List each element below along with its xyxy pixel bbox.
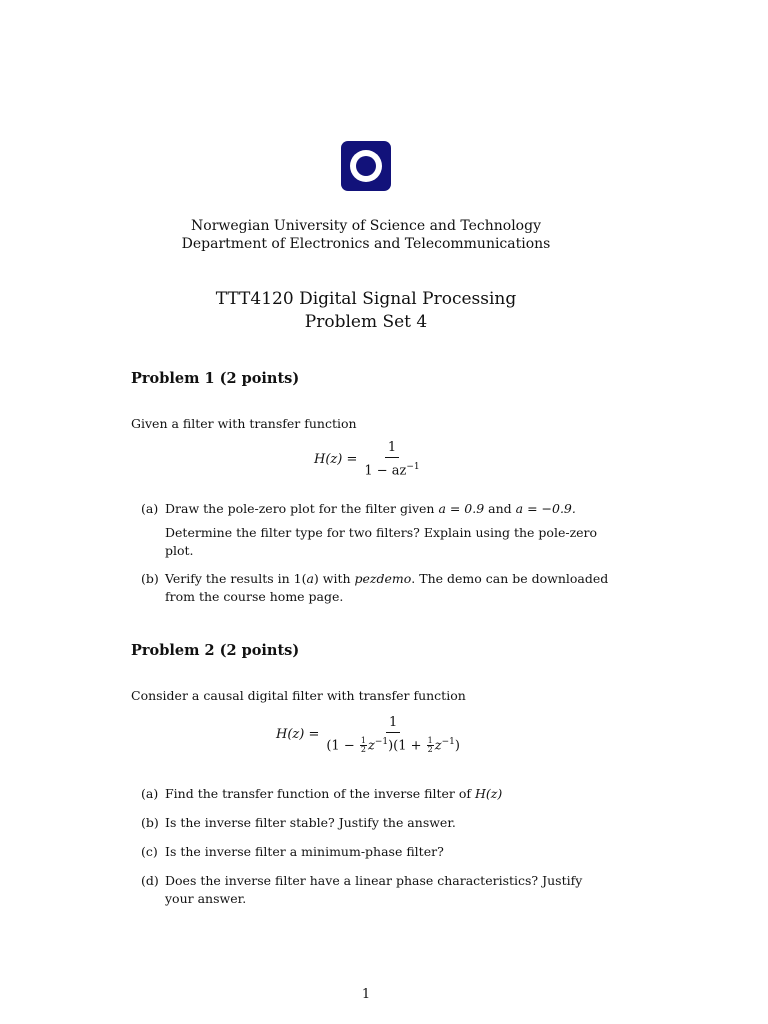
problem-2-item-c <box>141 843 611 861</box>
problem-1-heading: Problem 1 (2 points) <box>131 370 300 387</box>
item-label: (d) <box>141 873 159 888</box>
item-label: (a) <box>141 786 159 801</box>
problem-2-item-b <box>141 814 611 832</box>
equation-numerator: 1 <box>386 714 400 733</box>
item-a-line-2: Determine the filter type for two filters? Explain using the pole-zero plot. <box>165 525 598 558</box>
item-label: (c) <box>141 844 158 859</box>
problem-1-equation <box>314 439 423 479</box>
problem-1-item-b <box>141 570 611 606</box>
item-label: (b) <box>141 815 159 830</box>
item-text: Does the inverse filter have a linear phase characteristics? Justify your answer. <box>165 873 583 906</box>
department-name: Department of Electronics and Telecommunications <box>181 236 551 252</box>
item-a-line-1: Draw the pole-zero plot for the filter given a = 0.9 and a = −0.9. <box>165 501 576 516</box>
institution-block <box>0 217 732 253</box>
problem-set-title: Problem Set 4 <box>304 312 428 332</box>
item-text <box>165 500 611 560</box>
item-label: (b) <box>141 571 159 586</box>
document-title <box>0 288 732 334</box>
item-text: Verify the results in 1(a) with pezdemo. The demo can be downloaded from the course home page. <box>165 571 609 604</box>
equation-fraction <box>361 439 422 479</box>
equation-lhs: H(z) = <box>314 451 358 467</box>
equation-numerator: 1 <box>385 439 399 458</box>
university-name: Norwegian University of Science and Technology <box>191 218 541 234</box>
equation-denominator: $1 - az^{-1}$ <box>364 462 420 479</box>
problem-1-intro: Given a filter with transfer function <box>131 416 357 431</box>
ntnu-logo-icon <box>341 141 391 191</box>
problem-2-item-a <box>141 785 611 803</box>
item-label: (a) <box>141 501 159 516</box>
course-title: TTT4120 Digital Signal Processing <box>215 289 517 309</box>
item-text: Is the inverse filter stable? Justify the answer. <box>165 815 456 830</box>
problem-2-intro: Consider a causal digital filter with transfer function <box>131 688 466 703</box>
problem-2-heading: Problem 2 (2 points) <box>131 642 300 659</box>
problem-1-item-a <box>141 500 611 560</box>
equation-fraction <box>323 714 463 754</box>
item-text: Is the inverse filter a minimum-phase filter? <box>165 844 444 859</box>
equation-denominator: (1 − $\frac{1}{2}$ $z^{-1})(1$ + $\frac{1}{2}$ $z^{-1}$) <box>326 736 460 755</box>
half-fraction: $\frac{1}{2}$ <box>360 736 366 755</box>
problem-2-item-d <box>141 872 611 908</box>
logo-core <box>356 156 376 176</box>
page-number: 1 <box>361 987 371 1002</box>
half-fraction: $\frac{1}{2}$ <box>427 736 433 755</box>
problem-2-equation <box>276 714 463 754</box>
item-text: Find the transfer function of the inverse filter of H(z) <box>165 786 503 801</box>
equation-lhs: H(z) = <box>276 726 320 742</box>
